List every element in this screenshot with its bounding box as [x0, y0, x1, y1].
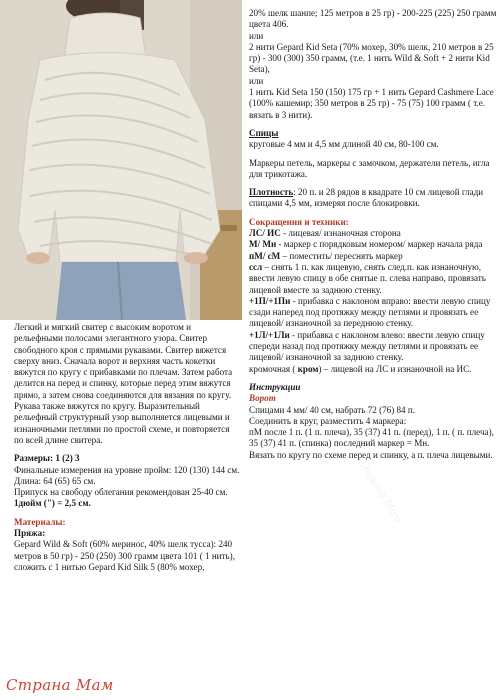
abbr-term: +1П/+1Пи [249, 295, 291, 306]
collar-subtitle: Ворот [249, 393, 276, 404]
instr-cast-on: Спицами 4 мм/ 40 см, набрать 72 (76) 84 п. [249, 404, 416, 415]
abbr-term: пМ/ сМ [249, 250, 281, 261]
abbr-term: +1Л/+1Ли [249, 329, 290, 340]
ease-text: Припуск на свободу облегания рекомендован 25-40 см. [14, 487, 228, 498]
instructions-title: Инструкции [249, 381, 301, 392]
alt-yarn-2: 1 нить Kid Seta 150 (150) 175 гр + 1 нить Gepard Cashmere Lace (100% кашемир; 350 метров в 25 гр) - 75 (75) 100 грамм ( т.е. вязать в 3 нити). [249, 87, 494, 120]
notions-text: Маркеры петель, маркеры с замочком, держатели петель, игла для трикотажа. [249, 157, 490, 179]
abbr-term: ЛС/ ИС [249, 228, 281, 239]
length-text: Длина: 64 (65) 65 см. [14, 475, 96, 486]
yarn-text-continued: сложить с 1 нитью Gepard Kid Silk 5 (80% мохер, [14, 561, 205, 572]
abbr-term: кромочная ( [249, 363, 298, 374]
gauge-line [249, 187, 497, 210]
abbr-desc: ) – лицевой на ЛС и изнаночной на ИС. [318, 363, 472, 374]
abbr-item-marker [249, 239, 497, 250]
abbr-item-edge [249, 364, 497, 375]
abbr-desc: – поместить/ переснять маркер [280, 250, 403, 261]
needles-text: круговые 4 мм и 4,5 мм длиной 40 см, 80-100 см. [249, 139, 439, 150]
gauge-title: Плотность [249, 187, 294, 198]
site-watermark: Страна Мам [6, 676, 114, 694]
abbr-desc: - маркер с порядковым номером/ маркер начала ряда [276, 239, 483, 250]
needles-title: Спицы [249, 127, 279, 138]
abbr-item-pm [249, 251, 497, 262]
or-label-2: или [249, 75, 264, 86]
abbr-item-ssl [249, 262, 497, 296]
right-column [249, 8, 497, 461]
abbr-term-bold: кром [297, 363, 319, 374]
abbr-item-inc-left [249, 330, 497, 364]
abbr-desc: – снять 1 п. как лицевую, снять след.п. как изнаночную, ввести левую спицу в обе снятые п. слева направо, провязать лицевой вместе за заднюю стенку. [249, 261, 486, 295]
gauge-text: : 20 п. и 28 рядов в квадрате 10 см лицевой глади спицами 4,5 мм, измеряя после блокировки. [249, 187, 484, 209]
alt-yarn-1: 2 нити Gepard Kid Seta (70% мохер, 30% шелк, 210 метров в 25 гр) - 300 (300) 350 грамм, (т.е. 1 нить Wild & Soft + 2 нити Kid Seta), [249, 41, 494, 75]
final-measurements: Финальные измерения на уровне пройм: 120 (130) 144 см. [14, 464, 240, 475]
yarn-continuation: 20% шелк шанпе; 125 метров в 25 гр) - 200-225 (225) 250 грамм цвета 406. [249, 8, 497, 30]
abbr-desc: - прибавка с наклоном вправо: ввести левую спицу сзади наперед под протяжку между петлями и провязать ее лицевой/ изнаночной за переднюю стенку. [249, 295, 491, 329]
abbr-item-inc-right [249, 296, 497, 330]
intro-paragraph: Легкий и мягкий свитер с высоким воротом и рельефными полосами элегантного узора. Свитер свободного кроя с прямыми рукавами. Свитер вяжется сверху вниз. Сначала ворот и верхняя часть кокетки вяжутся по кругу с прибавками по плечам. Затем работа делится на перед и спинку, которые перед этим вяжутся прямо, а затем снова соединяются для вязания по кругу. Рукава также вяжутся по кругу. Выразительный рельефный структурный узор выполняется лицевыми и изнаночными петлями по простой схеме, и повторяется по всей длине свитера. [14, 322, 233, 445]
instr-join: Соединить в круг, разместить 4 маркера: [249, 415, 407, 426]
yarn-title: Пряжа: [14, 528, 46, 539]
abbr-item-ls [249, 228, 497, 239]
sweater-photo [0, 0, 242, 320]
ghost-watermark: Страна Мам [355, 455, 407, 525]
inch-conversion: 1дюйм (") = 2,5 см. [14, 498, 91, 509]
left-column [14, 322, 240, 573]
sweater-photo-illustration [0, 0, 242, 320]
instr-markers: пМ после 1 п. (1 п. плеча), 35 (37) 41 п. (перед), 1 п. ( п. плеча), 35 (37) 41 п. (спинка) последний маркер = Мн. [249, 427, 494, 449]
or-label-1: или [249, 30, 264, 41]
instr-knit: Вязать по кругу по схеме перед и спинку, а п. плеча лицевыми. [249, 449, 493, 460]
yarn-text: Gepard Wild & Soft (60% мериноc, 40% шелк туссa): 240 метров в 50 гр) - 250 (250) 300 грамм цвета 101 ( 1 нить), [14, 539, 235, 561]
materials-title: Материалы: [14, 516, 66, 527]
sizes-title: Размеры: 1 (2) 3 [14, 453, 80, 464]
abbr-title: Сокращения и техники: [249, 216, 349, 227]
abbr-term: М/ Мн [249, 239, 277, 250]
abbr-desc: - лицевая/ изнаночная сторона [280, 228, 401, 239]
abbr-desc: - прибавка с наклоном влево: ввести левую спицу спереди назад под протяжку между петлями и провязать ее лицевой/ изнаночной за заднюю стенку. [249, 329, 485, 363]
abbr-term: ссл [249, 261, 263, 272]
